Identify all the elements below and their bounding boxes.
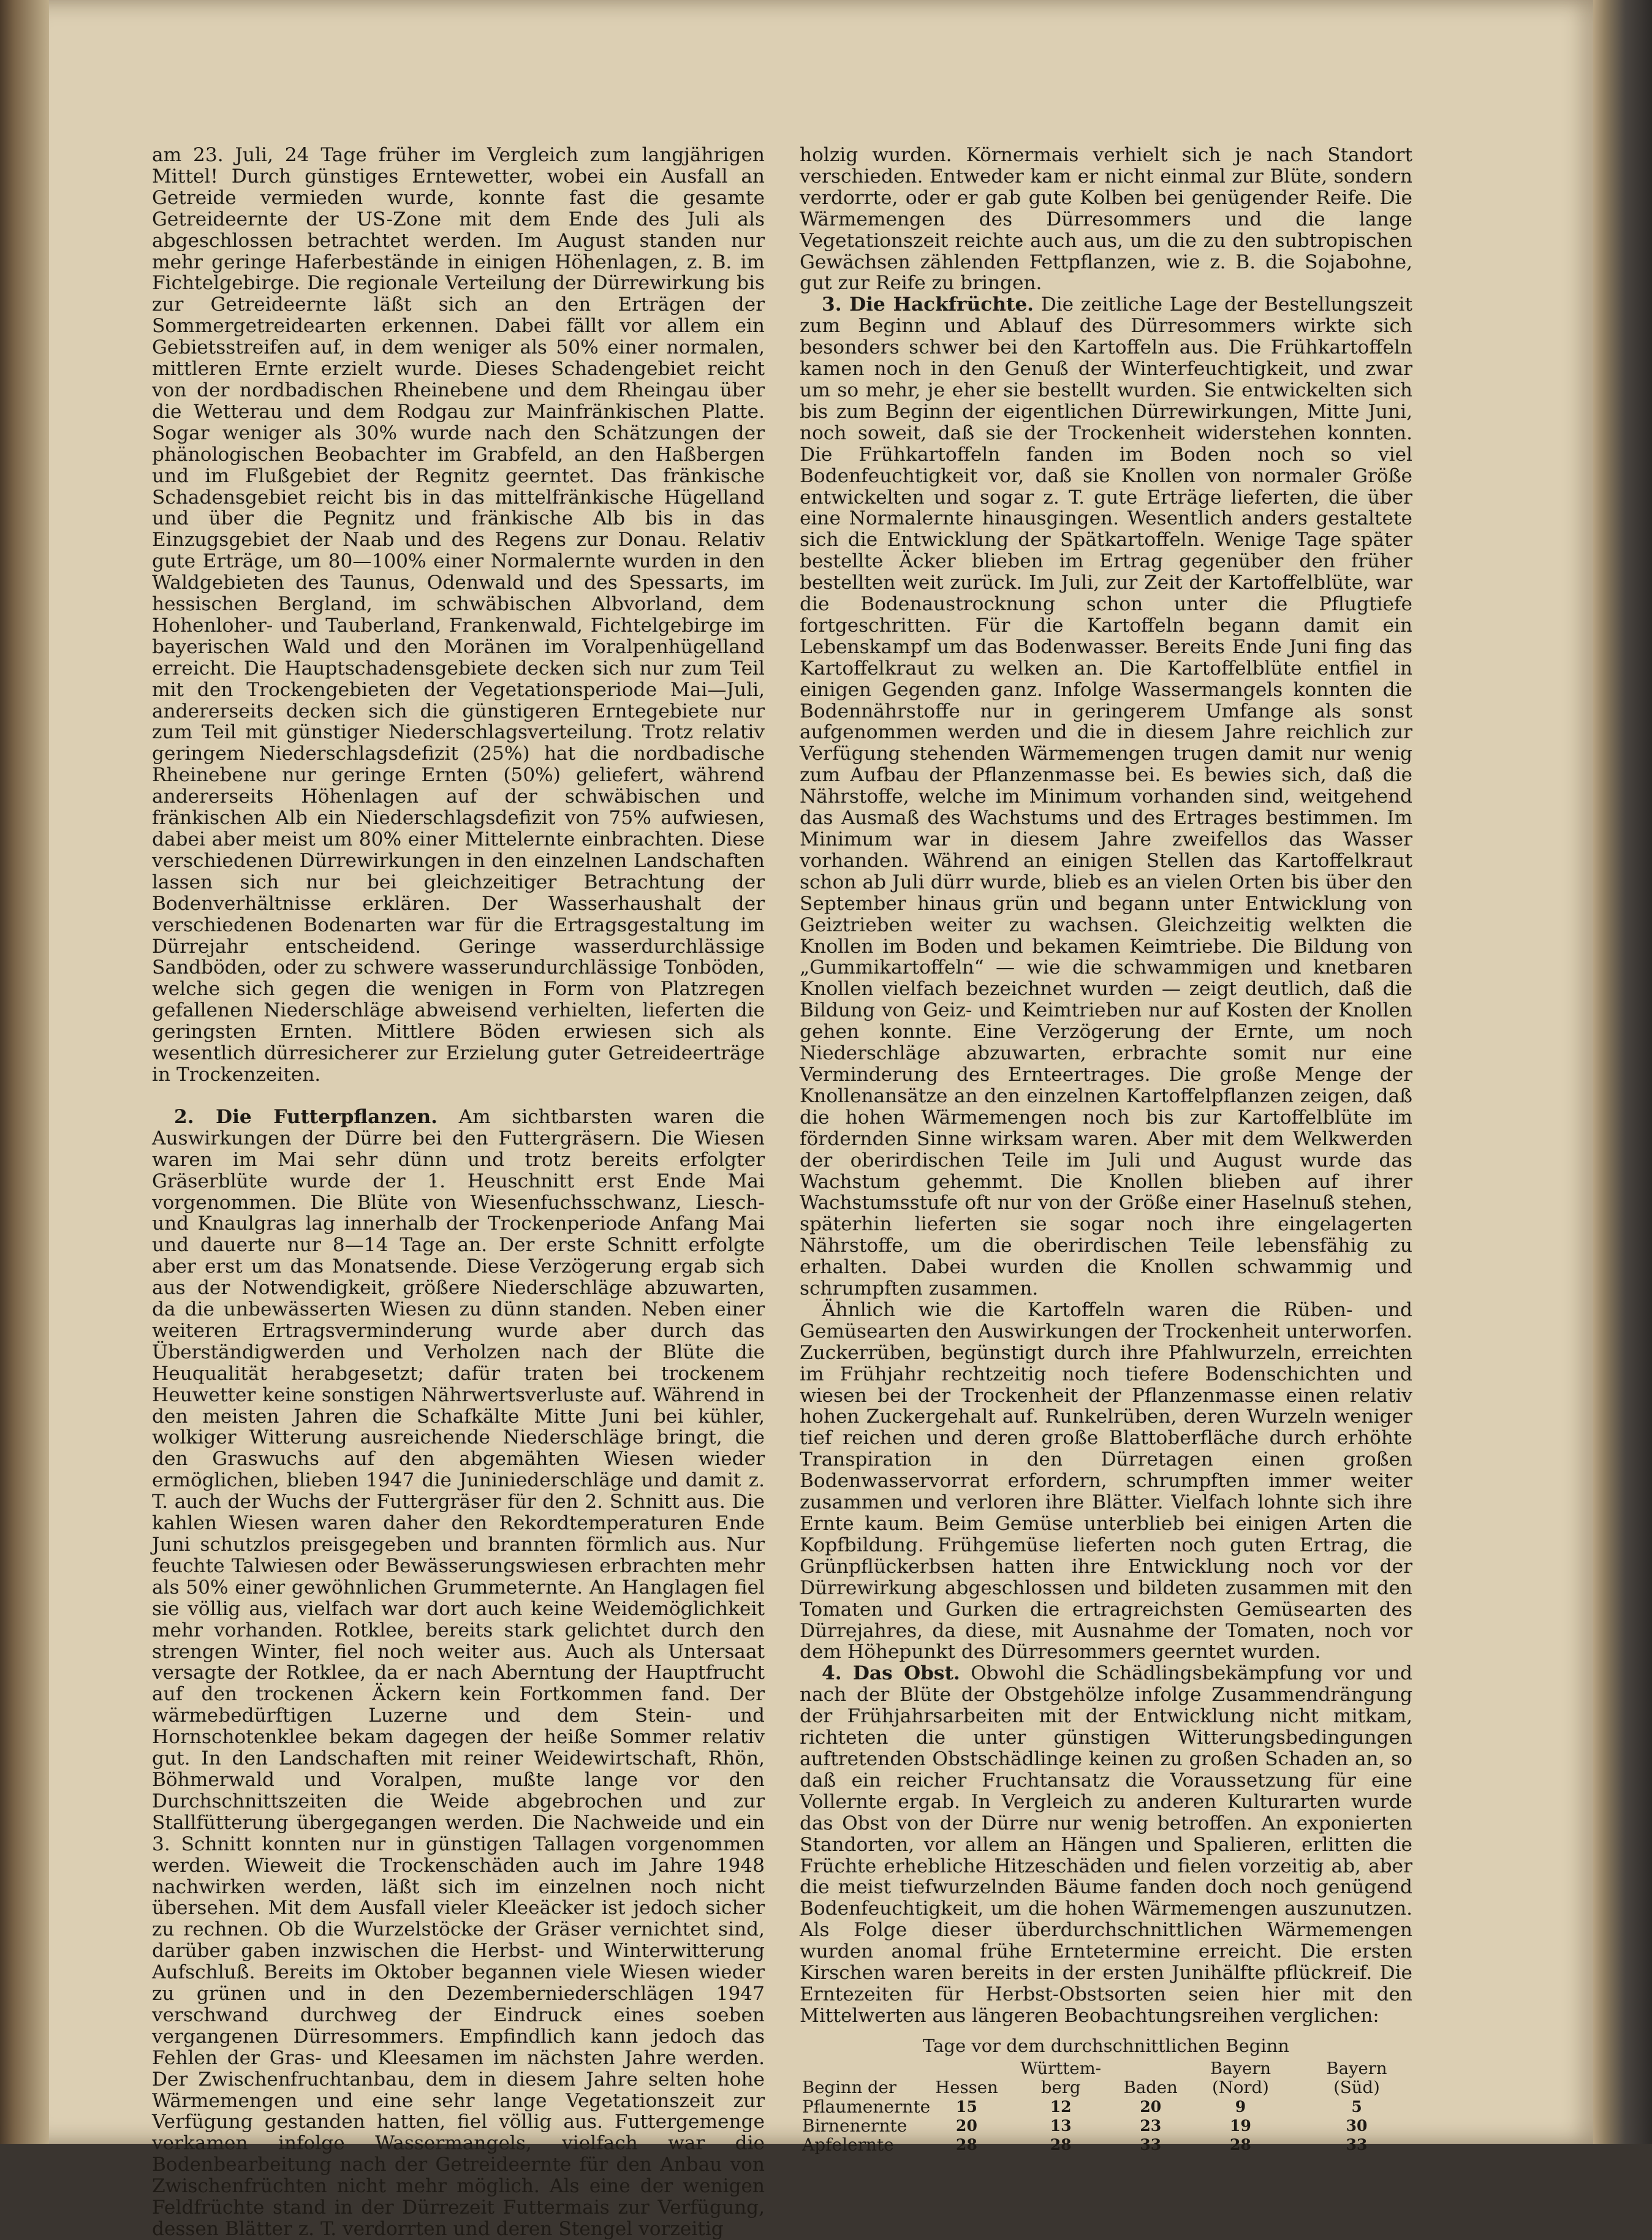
table-cell: 5 (1351, 2097, 1362, 2116)
book-cover-edge (1593, 0, 1652, 2144)
left-column (152, 145, 765, 2240)
fruit-text: Obwohl die Schädlingsbekämpfung vor und nach der Blüte der Obstgehölze infolge Zusammendrängung der Frühjahrsarbeiten mit der Entwicklung nicht mitkam, richteten die unter günstigen Witterungsbedingungen auftretenden Obstschädlinge keinen zu großen Schaden an, so daß ein reicher Fruchtansatz die Voraussetzung für eine Vollernte ergab. In Vergleich zu anderen Kulturarten wurde das Obst von der Dürre nur wenig betroffen. An exponierten Standorten, vor allem an Hängen und Spalieren, erlitten die Früchte erhebliche Hitzeschäden und fielen vorzeitig ab, aber die meist tiefwurzelnden Bäume fanden doch noch genügend Bodenfeuchtigkeit, um die hohen Wärmemengen auszunutzen. Als Folge dieser überdurchschnittlichen Wärmemengen wurden anomal frühe Erntetermine erreicht. Die ersten Kirschen waren bereits in der ersten Junihälfte pflückreif. Die Erntezeiten für Herbst-Obstsorten seien hier mit den Mittelwerten aus längeren Beobachtungsreihen verglichen: (800, 1662, 1412, 2027)
table-cell: 20 (1140, 2097, 1162, 2116)
table-cell: 28 (1050, 2135, 1072, 2154)
paragraph-forage-plants (152, 1107, 765, 2240)
paragraph-maize: holzig wurden. Körnermais verhielt sich je nach Standort verschieden. Entweder kam er nicht einmal zur Blüte, sondern verdorrte, oder er gab gute Kolben bei genügender Reife. Die Wärmemengen des Dürresommers und die lange Vegetationszeit reichte auch aus, um die zu den subtropischen Gewächsen zählenden Fettpflanzen, wie z. B. die Sojabohne, gut zur Reife zu bringen. (800, 144, 1412, 295)
forage-text: Am sichtbarsten waren die Auswirkungen der Dürre bei den Futtergräsern. Die Wiesen waren im Mai sehr dünn und trotz bereits erfolgter Gräserblüte wurde der 1. Heuschnitt erst Ende Mai vorgenommen. Die Blüte von Wiesenfuchsschwanz, Liesch- und Knaulgras lag innerhalb der Trockenperiode Anfang Mai und dauerte nur 8—14 Tage an. Der erste Schnitt erfolgte aber erst um das Monatsende. Diese Verzögerung ergab sich aus der Notwendigkeit, größere Niederschläge abzuwarten, da die unbewässerten Wiesen zu dünn standen. Neben einer weiteren Ertragsverminderung wurde aber durch das Überständigwerden und Verholzen nach der Blüte die Heuqualität herabgesetzt; dafür traten bei trockenem Heuwetter keine sonstigen Nährwertsverluste auf. Während in den meisten Jahren die Schafkälte Mitte Juni bei kühler, wolkiger Witterung ausreichende Niederschläge bringt, die den Graswuchs auf den abgemähten Wiesen wieder ermöglichen, blieben 1947 die Juniniederschläge und damit z. T. auch der Wuchs der Futtergräser für den 2. Schnitt aus. Die kahlen Wiesen waren daher den Rekordtemperaturen Ende Juni schutzlos preisgegeben und brannten förmlich aus. Nur feuchte Talwiesen oder Bewässerungswiesen erbrachten mehr als 50% einer gewöhnlichen Grummeternte. An Hanglagen fiel sie völlig aus, vielfach war dort auch keine Weidemöglichkeit mehr vorhanden. Rotklee, bereits stark gelichtet durch den strengen Winter, fiel noch weiter aus. Auch als Untersaat versagte der Rotklee, da er nach Aberntung der Hauptfrucht auf den trockenen Äckern kein Fortkommen fand. Der wärmebedürftigen Luzerne und dem Stein- und Hornschotenklee bekam dagegen der heiße Sommer relativ gut. In den Landschaften mit reiner Weidewirtschaft, Rhön, Böhmerwald und Voralpen, mußte lange vor den Durchschnittszeiten die Weide abgebrochen und zur Stallfütterung übergegangen werden. Die Nachweide und ein 3. Schnitt konnten nur in günstigen Tallagen vorgenommen werden. Wieweit die Trockenschäden auch im Jahre 1948 nachwirken werden, läßt sich im einzelnen noch nicht übersehen. Mit dem Ausfall vieler Kleeäcker ist jedoch sicher zu rechnen. Ob die Wurzelstöcke der Gräser vernichtet sind, darüber gaben inzwischen die Herbst- und Winterwitterung Aufschluß. Bereits im Oktober begannen viele Wiesen wieder zu grünen und in den Dezemberniederschlägen 1947 verschwand durchweg der Eindruck eines soeben vergangenen Dürresommers. Empfindlich kann jedoch das Fehlen der Gras- und Kleesamen im nächsten Jahre werden. Der Zwischenfruchtanbau, dem in diesem Jahre selten hohe Wärmemengen und eine sehr lange Vegetationszeit zur Verfügung gestanden hatten, fiel völlig aus. Futtergemenge verkamen infolge Wassermangels, vielfach war die Bodenbearbeitung nach der Getreideernte für den Anbau von Zwischenfrüchten nicht mehr möglich. Als eine der wenigen Feldfrüchte stand in der Dürrezeit Futtermais zur Verfügung, dessen Blätter z. T. verdorrten und deren Stengel vorzeitig (152, 1105, 765, 2240)
root-crops-text: Die zeitliche Lage der Bestellungszeit zum Beginn und Ablauf des Dürresommers wirkte sich besonders schwer bei den Kartoffeln aus. Die Frühkartoffeln kamen noch in den Genuß der Winterfeuchtigkeit, und zwar um so mehr, je eher sie bestellt wurden. Sie entwickelten sich bis zum Beginn der eigentlichen Dürrewirkungen, Mitte Juni, noch soweit, daß sie der Trockenheit widerstehen konnten. Die Frühkartoffeln fanden im Boden noch so viel Bodenfeuchtigkeit vor, daß sie Knollen von normaler Größe entwickelten und sogar z. T. gute Erträge lieferten, die über eine Normalernte hinausgingen. Wesentlich anders gestaltete sich die Entwicklung der Spätkartoffeln. Wenige Tage später bestellte Äcker blieben im Ertrag gegenüber den früher bestellten weit zurück. Im Juli, zur Zeit der Kartoffelblüte, war die Bodenaustrocknung schon unter die Pflugtiefe fortgeschritten. Für die Kartoffeln begann damit ein Lebenskampf um das Bodenwasser. Bereits Ende Juni fing das Kartoffelkraut zu welken an. Die Kartoffelblüte entfiel in einigen Gegenden ganz. Infolge Wassermangels konnten die Bodennährstoffe nur in geringerem Umfange als sonst aufgenommen werden und die in diesem Jahre reichlich zur Verfügung stehenden Wärmemengen trugen damit nur wenig zum Aufbau der Pflanzenmasse bei. Es bewies sich, daß die Nährstoffe, welche im Minimum vorhanden sind, weitgehend das Ausmaß des Wachstums und des Ertrages bestimmen. Im Minimum war in diesem Jahre zweifellos das Wasser vorhanden. Während an einigen Stellen das Kartoffelkraut schon ab Juli dürr wurde, blieb es an vielen Orten bis über den September hinaus grün und begann unter Entwicklung von Geiztrieben weiter zu wachsen. Gleichzeitig welkten die Knollen im Boden und bekamen Keimtriebe. Die Bildung von „Gummikartoffeln“ — wie die schwammigen und knetbaren Knollen vielfach bezeichnet wurden — zeigt deutlich, daß die Bildung von Geiz- und Keimtrieben nur auf Kosten der Knollen gehen konnte. Eine Verzögerung der Ernte, um noch Niederschläge abzuwarten, erbrachte somit nur eine Verminderung des Ernteertrages. Die große Menge der Knollenansätze an den einzelnen Kartoffelpflanzen zeigen, daß die hohen Wärmemengen noch bis zur Kartoffelblüte im fördernden Sinne wirksam waren. Aber mit dem Welkwerden der oberirdischen Teile im Juli und August wurde das Wachstum gehemmt. Die Knollen blieben auf ihrer Wachstumsstufe oft nur von der Größe einer Haselnuß stehen, späterhin lieferten sie sogar noch ihre eingelagerten Nährstoffe, um die oberirdischen Teile lebensfähig zu erhalten. Dabei wurden die Knollen schwammig und schrumpften zusammen. (800, 293, 1412, 1300)
section-heading-root-crops: 3. Die Hackfrüchte. (822, 293, 1034, 316)
table-cell: 13 (1050, 2116, 1072, 2135)
column-header: Bayern (Süd) (1326, 2058, 1387, 2097)
table-title: Tage vor dem durchschnittlichen Beginn (923, 2035, 1289, 2056)
table-cell: 30 (1346, 2116, 1368, 2135)
table-cell: 28 (1230, 2135, 1251, 2154)
harvest-timing-table (800, 2059, 1412, 2154)
row-label: Apfelernte (802, 2134, 894, 2155)
table-cell: 19 (1230, 2116, 1251, 2135)
section-heading-forage: 2. Die Futterpflanzen. (174, 1105, 438, 1128)
table-cell: 28 (956, 2135, 977, 2154)
table-row (800, 2116, 1412, 2135)
row-label: Pflaumenernte (802, 2096, 931, 2117)
table-cell: 9 (1235, 2097, 1246, 2116)
book-binding (0, 0, 49, 2144)
paragraph-fruit (800, 1663, 1412, 2026)
row-label: Birnenernte (802, 2115, 907, 2136)
table-row (800, 2135, 1412, 2154)
column-header: Baden (1123, 2077, 1178, 2097)
table-cell: 20 (956, 2116, 977, 2135)
table-header-row (800, 2059, 1412, 2097)
section-heading-fruit: 4. Das Obst. (822, 1662, 960, 1685)
column-header: Württem-berg (1020, 2058, 1102, 2097)
table-row-header: Beginn der (802, 2077, 897, 2097)
paragraph-grain-harvest: am 23. Juli, 24 Tage früher im Vergleich zum langjährigen Mittel! Durch günstiges Erntewetter, wobei ein Ausfall an Getreide vermieden wurde, konnte fast die gesamte Getreideernte der US-Zone mit dem Ende des Juli als abgeschlossen betrachtet werden. Im August standen nur mehr geringe Haferbestände in einigen Höhenlagen, z. B. im Fichtelgebirge. Die regionale Verteilung der Dürrewirkung bis zur Getreideernte läßt sich an den Erträgen der Sommergetreidearten erkennen. Dabei fällt vor allem ein Gebietsstreifen auf, in dem weniger als 50% einer normalen, mittleren Ernte erzielt wurde. Dieses Schadengebiet reicht von der nordbadischen Rheinebene und dem Rheingau über die Wetterau und dem Rodgau zur Mainfränkischen Platte. Sogar weniger als 30% wurde nach den Schätzungen der phänologischen Beobachter im Grabfeld, an den Haßbergen und im Flußgebiet der Regnitz geerntet. Das fränkische Schadensgebiet reicht bis in das mittelfränkische Hügelland und über die Pegnitz und fränkische Alb bis in das Einzugsgebiet der Naab und des Regens zur Donau. Relativ gute Erträge, um 80—100% einer Normalernte wurden in den Waldgebieten des Taunus, Odenwald und des Spessarts, im hessischen Bergland, im schwäbischen Albvorland, dem Hohenloher- und Tauberland, Frankenwald, Fichtelgebirge im bayerischen Wald und den Moränen im Voralpenhügelland erreicht. Die Hauptschadensgebiete decken sich nur zum Teil mit den Trockengebieten der Vegetationsperiode Mai—Juli, andererseits decken sich die günstigeren Erntegebiete nur zum Teil mit günstiger Niederschlagsverteilung. Trotz relativ geringem Niederschlagsdefizit (25%) hat die nordbadische Rheinebene nur geringe Ernten (50%) geliefert, während andererseits Höhenlagen auf der schwäbischen und fränkischen Alb ein Niederschlagsdefizit von 75% aufwiesen, dabei aber meist um 80% einer Mittelernte einbrachten. Diese verschiedenen Dürrewirkungen in den einzelnen Landschaften lassen sich nur bei gleichzeitiger Betrachtung der Bodenverhältnisse erklären. Der Wasserhaushalt der verschiedenen Bodenarten war für die Ertragsgestaltung im Dürrejahr entscheidend. Geringe wasserdurchlässige Sandböden, oder zu schwere wasserundurchlässige Tonböden, welche sich gegen die wenigen in Form von Platzregen gefallenen Niederschläge abweisend verhielten, lieferten die geringsten Ernten. Mittlere Böden erwiesen sich als wesentlich dürresicherer zur Erzielung guter Getreideerträge in Trockenzeiten. (152, 144, 765, 1086)
column-header: Bayern (Nord) (1210, 2058, 1271, 2097)
table-cell: 23 (1140, 2116, 1162, 2135)
table-cell: 33 (1346, 2135, 1368, 2154)
table-row (800, 2097, 1412, 2116)
table-cell: 15 (956, 2097, 977, 2116)
paragraph-beets-vegetables: Ähnlich wie die Kartoffeln waren die Rüben- und Gemüsearten den Auswirkungen der Trockenheit unterworfen. Zuckerrüben, begünstigt durch ihre Pfahlwurzeln, erreichten im Frühjahr rechtzeitig noch tiefere Bodenschichten und wiesen bei der Trockenheit der Pflanzenmasse einen relativ hohen Zuckergehalt auf. Runkelrüben, deren Wurzeln weniger tief reichen und deren große Blattoberfläche durch erhöhte Transpiration in den Dürretagen einen großen Bodenwasservorrat erfordern, schrumpften immer weiter zusammen und verloren ihre Blätter. Vielfach lohnte sich ihre Ernte kaum. Beim Gemüse unterblieb bei einigen Arten die Kopfbildung. Frühgemüse lieferten noch guten Ertrag, die Grünpflückerbsen hatten ihre Entwicklung noch vor der Dürrewirkung abgeschlossen und bildeten zusammen mit den Tomaten und Gurken die ertragreichsten Gemüsearten des Dürrejahres, da diese, mit Ausnahme der Tomaten, noch vor dem Höhepunkt des Dürresommers geerntet wurden. (800, 1298, 1412, 1663)
table-cell: 33 (1140, 2135, 1162, 2154)
table-cell: 12 (1050, 2097, 1072, 2116)
paragraph-root-crops (800, 294, 1412, 1300)
right-column (800, 145, 1412, 2154)
column-header: Hessen (935, 2077, 998, 2097)
